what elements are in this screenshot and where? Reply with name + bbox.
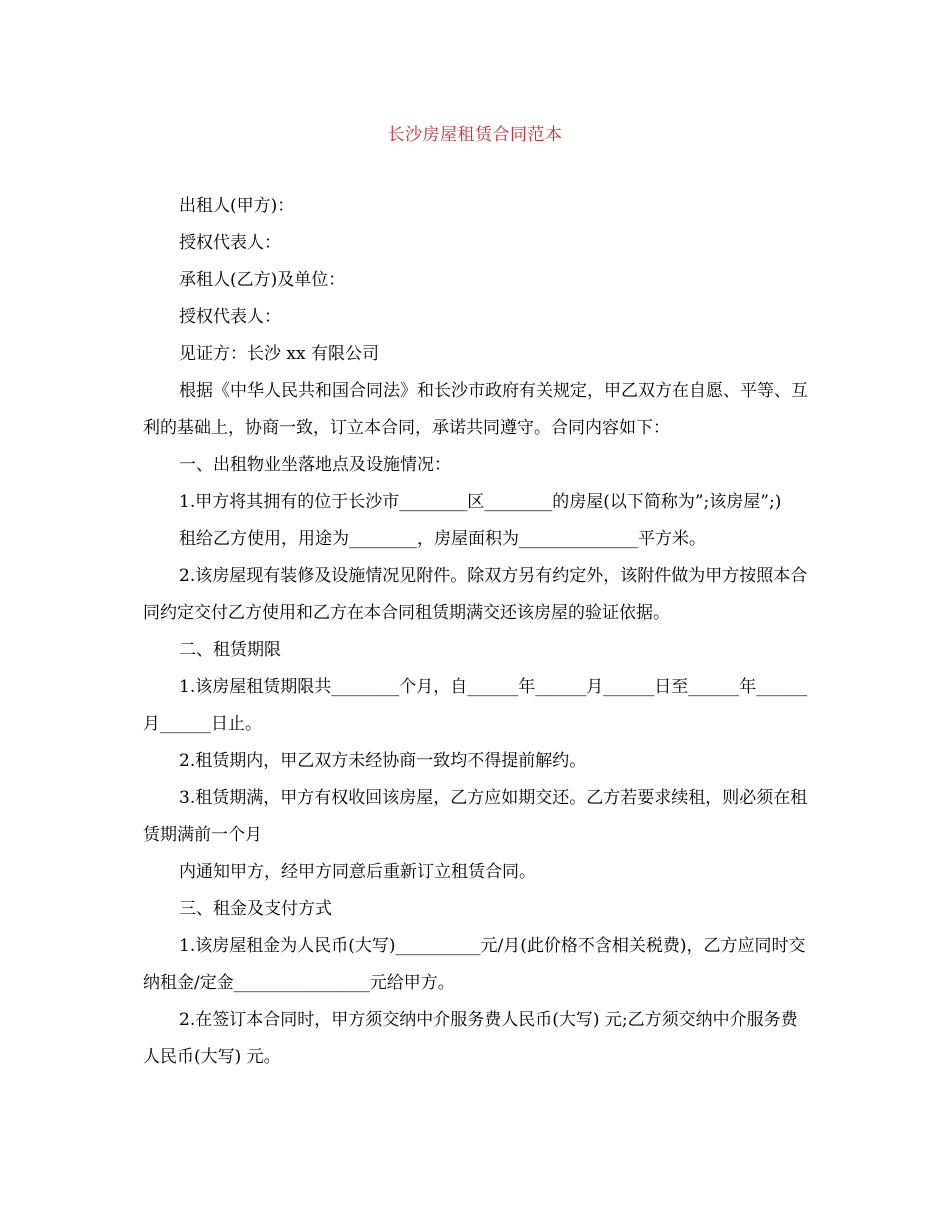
section-heading-1: 一、出租物业坐落地点及设施情况：: [179, 455, 451, 475]
paragraph-2-3: 3.租赁期满，甲方有权收回该房屋，乙方应如期交还。乙方若要求续租，则必须在租赁期满前一个月: [143, 788, 808, 845]
paragraph-2-1: 1.该房屋租赁期限共________个月，自______年______月______日至______年______月______日止。: [143, 677, 808, 734]
paragraph-1-1-continued: 租给乙方使用，用途为________，房屋面积为______________平方米。: [179, 529, 706, 549]
section-heading-2: 二、租赁期限: [179, 640, 281, 660]
paragraph-preamble: 根据《中华人民共和国合同法》和长沙市政府有关规定，甲乙双方在自愿、平等、互利的基础上，协商一致，订立本合同，承诺共同遵守。合同内容如下：: [143, 381, 808, 438]
paragraph-1-2: 2.该房屋现有装修及设施情况见附件。除双方另有约定外，该附件做为甲方按照本合同约定交付乙方使用和乙方在本合同租赁期满交还该房屋的验证依据。: [143, 566, 808, 623]
paragraph-lessor-representative: 授权代表人：: [179, 233, 281, 253]
document-title: 长沙房屋租赁合同范本: [387, 125, 563, 145]
paragraph-lessee: 承租人(乙方)及单位：: [179, 270, 346, 290]
paragraph-lessor: 出租人(甲方)：: [179, 196, 295, 216]
paragraph-3-2: 2.在签订本合同时，甲方须交纳中介服务费人民币(大写) 元;乙方须交纳中介服务费人民币(大写) 元。: [143, 1010, 798, 1067]
paragraph-1-1: 1.甲方将其拥有的位于长沙市________区________的房屋(以下简称为”;该房屋”;): [179, 492, 782, 512]
paragraph-2-3-continued: 内通知甲方，经甲方同意后重新订立租赁合同。: [179, 862, 536, 882]
paragraph-3-1: 1.该房屋租金为人民币(大写)__________元/月(此价格不含相关税费)，乙方应同时交纳租金/定金________________元给甲方。: [143, 936, 806, 993]
document-body: [143, 188, 808, 1076]
paragraph-2-2: 2.租赁期内，甲乙双方未经协商一致均不得提前解约。: [179, 751, 587, 771]
section-heading-3: 三、租金及支付方式: [179, 899, 332, 919]
paragraph-witness: 见证方：长沙 xx 有限公司: [179, 344, 379, 364]
paragraph-lessee-representative: 授权代表人：: [179, 307, 281, 327]
